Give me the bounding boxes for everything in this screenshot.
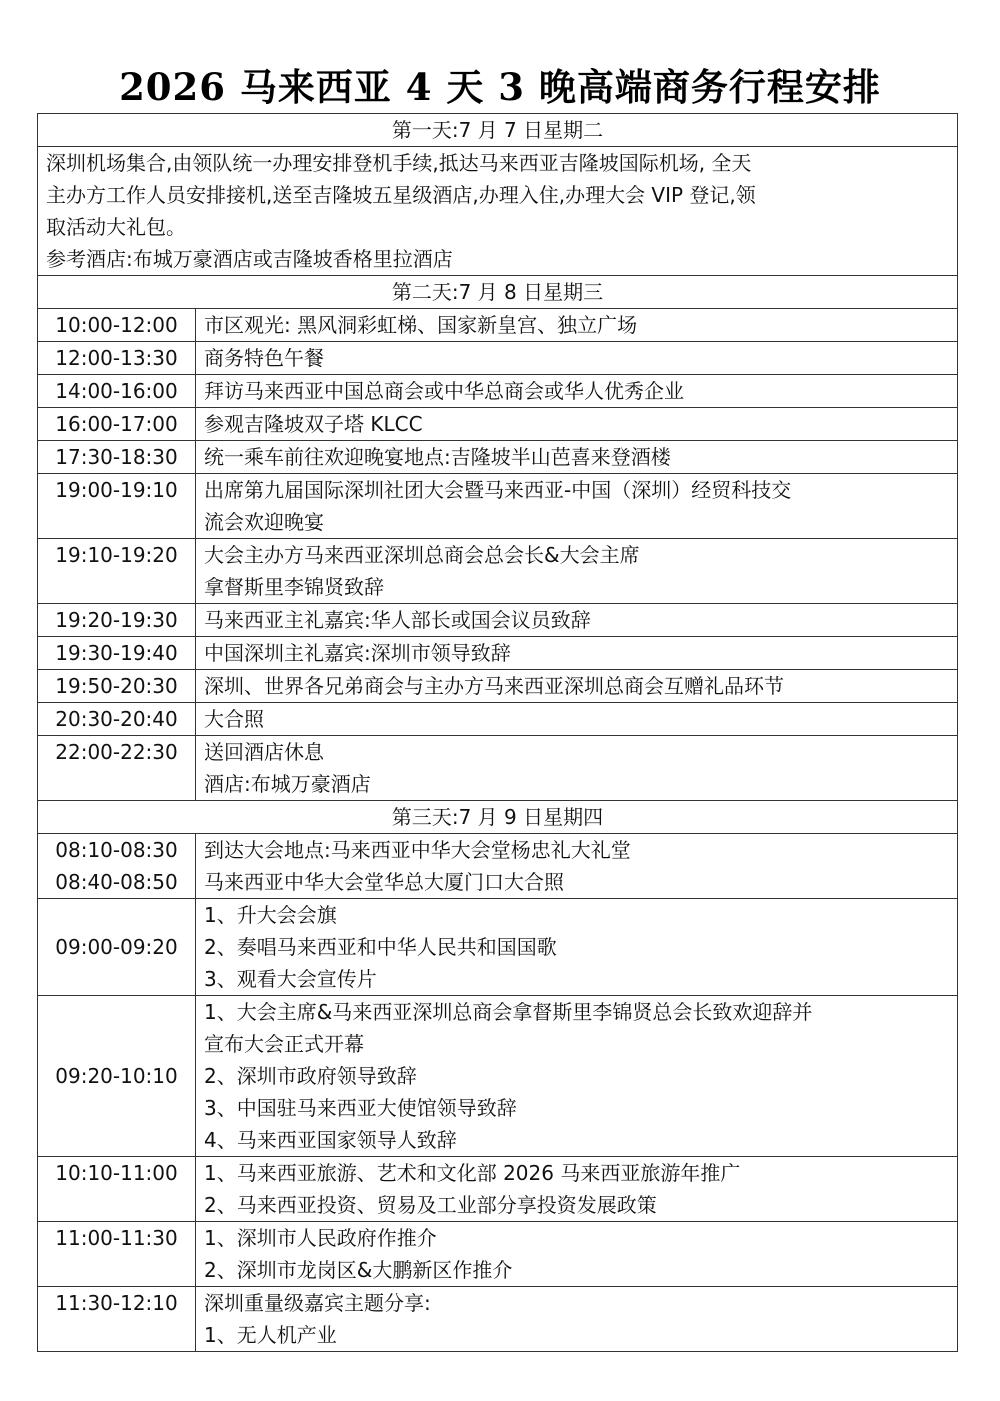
- activity-line: 马来西亚主礼嘉宾:华人部长或国会议员致辞: [204, 608, 591, 632]
- table-row: [38, 703, 958, 736]
- activity-cell: [196, 604, 958, 637]
- time-cell: 10:00-12:00: [38, 309, 196, 342]
- time-cell: 19:50-20:30: [38, 670, 196, 703]
- activity-cell: [196, 996, 958, 1157]
- time-cell: 17:30-18:30: [38, 441, 196, 474]
- activity-cell: [196, 539, 958, 604]
- table-row: [38, 375, 958, 408]
- table-row: [38, 899, 958, 996]
- activity-line: 统一乘车前往欢迎晚宴地点:吉隆坡半山芭喜来登酒楼: [204, 445, 671, 469]
- activity-cell: [196, 474, 958, 539]
- day1-intro: [38, 147, 958, 276]
- table-row: [38, 309, 958, 342]
- time-cell: 14:00-16:00: [38, 375, 196, 408]
- activity-line: 酒店:布城万豪酒店: [204, 772, 371, 796]
- time-cell: 20:30-20:40: [38, 703, 196, 736]
- time-cell: 22:00-22:30: [38, 736, 196, 801]
- activity-line: 1、升大会会旗: [204, 903, 337, 927]
- intro-line: 主办方工作人员安排接机,送至吉隆坡五星级酒店,办理入住,办理大会 VIP 登记,领: [46, 183, 756, 207]
- activity-line: 商务特色午餐: [204, 346, 324, 370]
- activity-line: 参观吉隆坡双子塔 KLCC: [204, 412, 423, 436]
- time-line: 08:40-08:50: [55, 870, 178, 894]
- time-cell: 19:20-19:30: [38, 604, 196, 637]
- time-cell: [38, 834, 196, 899]
- activity-line: 拜访马来西亚中国总商会或中华总商会或华人优秀企业: [204, 379, 684, 403]
- time-cell: 19:00-19:10: [38, 474, 196, 539]
- day2-header-row: [38, 276, 958, 309]
- table-row: [38, 736, 958, 801]
- activity-cell: [196, 342, 958, 375]
- day3-header-row: [38, 801, 958, 834]
- activity-line: 3、观看大会宣传片: [204, 967, 377, 991]
- activity-cell: [196, 899, 958, 996]
- activity-line: 大会主办方马来西亚深圳总商会总会长&大会主席: [204, 543, 640, 567]
- activity-line: 1、无人机产业: [204, 1323, 337, 1347]
- activity-line: 市区观光: 黑风洞彩虹梯、国家新皇宫、独立广场: [204, 313, 638, 337]
- activity-cell: [196, 309, 958, 342]
- activity-cell: [196, 703, 958, 736]
- table-row: [38, 474, 958, 539]
- day-header: 第一天:7 月 7 日星期二: [38, 114, 958, 147]
- time-line: 08:10-08:30: [55, 838, 178, 862]
- time-cell: 19:10-19:20: [38, 539, 196, 604]
- activity-line: 马来西亚中华大会堂华总大厦门口大合照: [204, 870, 564, 894]
- activity-line: 深圳、世界各兄弟商会与主办方马来西亚深圳总商会互赠礼品环节: [204, 674, 784, 698]
- time-cell: 11:00-11:30: [38, 1222, 196, 1287]
- day1-header-row: [38, 114, 958, 147]
- table-row: [38, 441, 958, 474]
- table-row: [38, 408, 958, 441]
- activity-line: 中国深圳主礼嘉宾:深圳市领导致辞: [204, 641, 511, 665]
- activity-cell: [196, 670, 958, 703]
- table-row: [38, 604, 958, 637]
- activity-line: 3、中国驻马来西亚大使馆领导致辞: [204, 1096, 517, 1120]
- activity-line: 流会欢迎晚宴: [204, 510, 324, 534]
- activity-line: 1、深圳市人民政府作推介: [204, 1226, 437, 1250]
- day-header: 第二天:7 月 8 日星期三: [38, 276, 958, 309]
- activity-cell: [196, 1157, 958, 1222]
- activity-line: 宣布大会正式开幕: [204, 1032, 364, 1056]
- activity-line: 2、奏唱马来西亚和中华人民共和国国歌: [204, 935, 557, 959]
- activity-line: 送回酒店休息: [204, 740, 324, 764]
- time-cell: 16:00-17:00: [38, 408, 196, 441]
- hotel-note: 参考酒店:布城万豪酒店或吉隆坡香格里拉酒店: [46, 247, 453, 271]
- activity-cell: [196, 736, 958, 801]
- activity-line: 大合照: [204, 707, 264, 731]
- table-row: [38, 670, 958, 703]
- activity-cell: [196, 408, 958, 441]
- activity-cell: [196, 441, 958, 474]
- time-cell: 12:00-13:30: [38, 342, 196, 375]
- time-cell: 09:00-09:20: [38, 899, 196, 996]
- activity-line: 2、马来西亚投资、贸易及工业部分享投资发展政策: [204, 1193, 657, 1217]
- activity-cell: [196, 1287, 958, 1352]
- activity-line: 2、深圳市政府领导致辞: [204, 1064, 417, 1088]
- intro-line: 取活动大礼包。: [46, 215, 186, 239]
- schedule-table: [37, 113, 958, 1352]
- page-title: 2026 马来西亚 4 天 3 晚高端商务行程安排: [119, 65, 881, 109]
- activity-line: 拿督斯里李锦贤致辞: [204, 575, 384, 599]
- activity-cell: [196, 834, 958, 899]
- table-row: [38, 637, 958, 670]
- activity-line: 1、马来西亚旅游、艺术和文化部 2026 马来西亚旅游年推广: [204, 1161, 741, 1185]
- activity-cell: [196, 1222, 958, 1287]
- day1-intro-row: [38, 147, 958, 276]
- activity-cell: [196, 637, 958, 670]
- day-header: 第三天:7 月 9 日星期四: [38, 801, 958, 834]
- table-row: [38, 1157, 958, 1222]
- activity-line: 到达大会地点:马来西亚中华大会堂杨忠礼大礼堂: [204, 838, 631, 862]
- table-row: [38, 342, 958, 375]
- table-row: [38, 1222, 958, 1287]
- table-row: [38, 834, 958, 899]
- time-cell: 19:30-19:40: [38, 637, 196, 670]
- table-row: [38, 996, 958, 1157]
- intro-line: 深圳机场集合,由领队统一办理安排登机手续,抵达马来西亚吉隆坡国际机场, 全天: [46, 151, 752, 175]
- activity-cell: [196, 375, 958, 408]
- activity-line: 1、大会主席&马来西亚深圳总商会拿督斯里李锦贤总会长致欢迎辞并: [204, 1000, 813, 1024]
- activity-line: 4、马来西亚国家领导人致辞: [204, 1128, 457, 1152]
- time-cell: 11:30-12:10: [38, 1287, 196, 1352]
- table-row: [38, 539, 958, 604]
- table-row: [38, 1287, 958, 1352]
- time-cell: 10:10-11:00: [38, 1157, 196, 1222]
- activity-line: 深圳重量级嘉宾主题分享:: [204, 1291, 431, 1315]
- activity-line: 2、深圳市龙岗区&大鹏新区作推介: [204, 1258, 513, 1282]
- time-cell: 09:20-10:10: [38, 996, 196, 1157]
- activity-line: 出席第九届国际深圳社团大会暨马来西亚-中国（深圳）经贸科技交: [204, 478, 792, 502]
